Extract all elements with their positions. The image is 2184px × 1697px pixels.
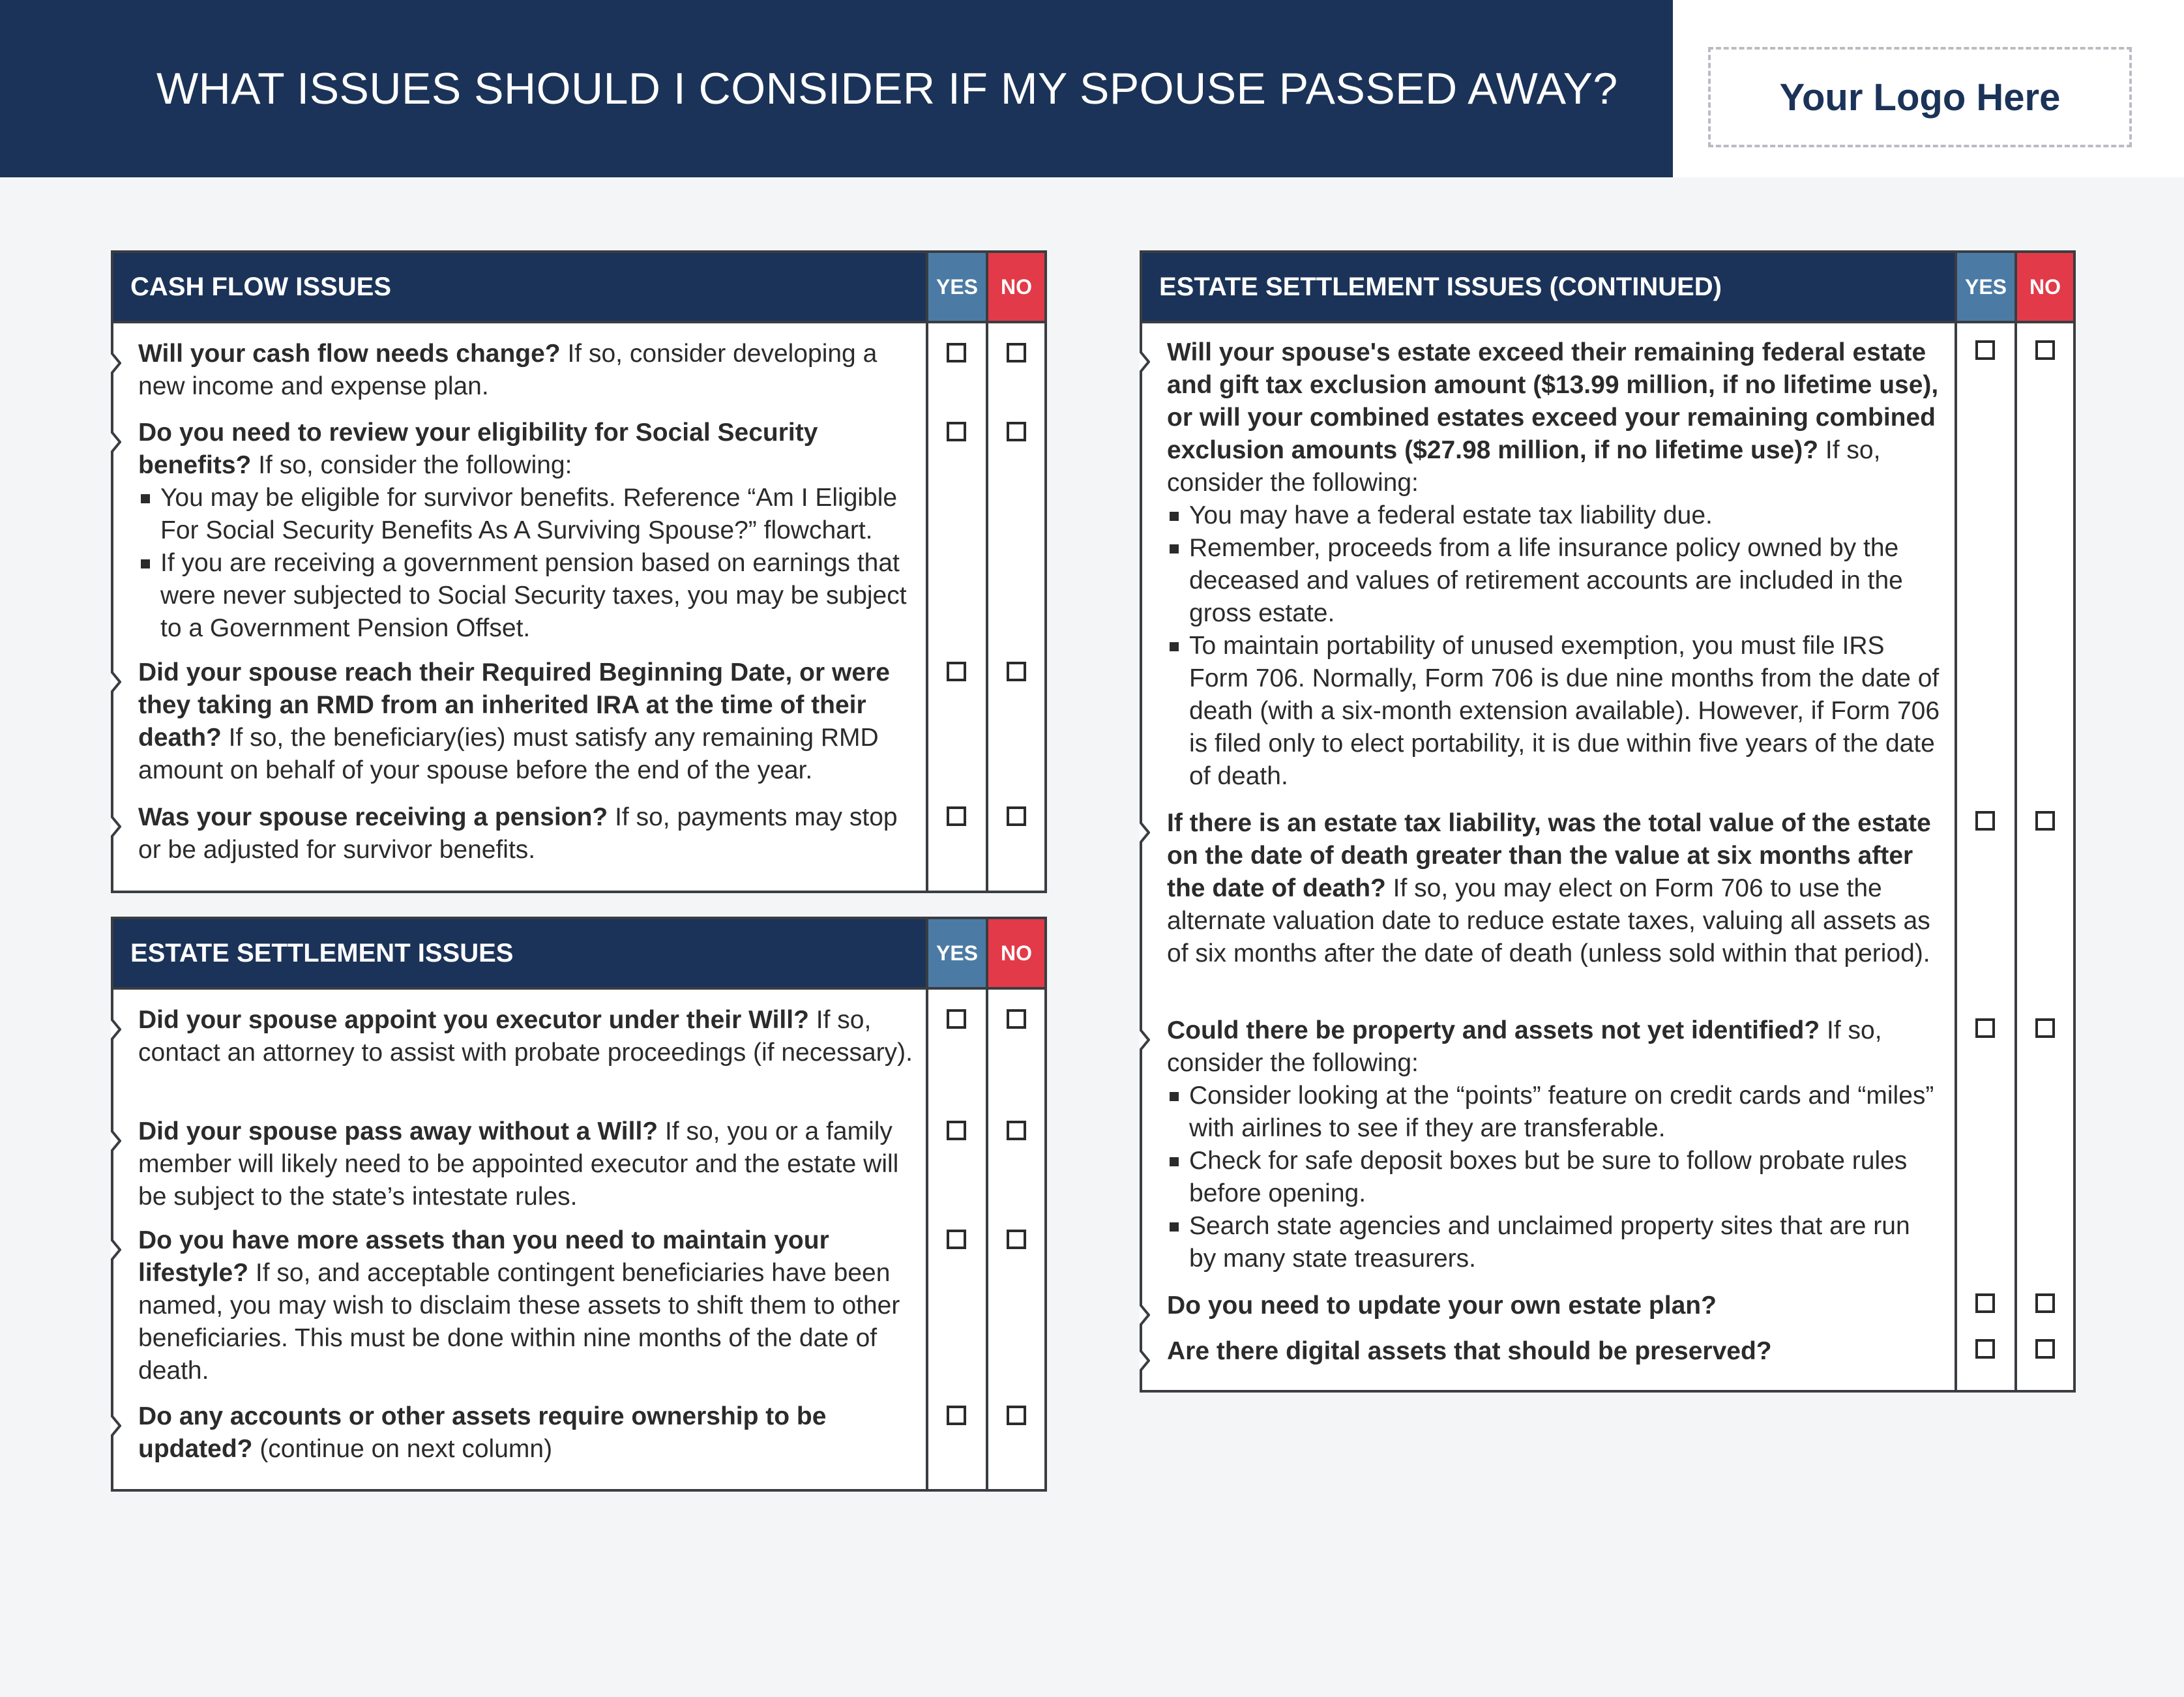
no-checkbox[interactable] (1007, 1406, 1026, 1425)
checklist-item (113, 801, 1044, 866)
panel-body (113, 323, 1044, 893)
yes-checkbox[interactable] (1975, 1339, 1995, 1359)
item-text (138, 1400, 914, 1466)
no-checkbox[interactable] (1007, 662, 1026, 681)
yes-checkbox[interactable] (947, 806, 966, 826)
item-marker-icon (111, 1018, 121, 1040)
item-marker-icon (111, 816, 121, 838)
bullet-list (138, 482, 914, 645)
header-bar (0, 0, 1673, 177)
item-detail: If so, consider developing a new income and expense plan. (138, 340, 878, 400)
yes-checkbox[interactable] (947, 662, 966, 681)
item-marker-icon (111, 431, 121, 453)
checklist-item (113, 1004, 1044, 1069)
bullet-item: You may have a federal estate tax liability due. (1167, 499, 1943, 532)
yes-checkbox[interactable] (947, 1406, 966, 1425)
no-checkbox[interactable] (1007, 1121, 1026, 1140)
no-column-label: NO (986, 919, 1044, 987)
panel-header (113, 253, 1044, 321)
item-question: Could there be property and assets not yet identified? (1167, 1016, 1820, 1044)
panel-title: ESTATE SETTLEMENT ISSUES (CONTINUED) (1159, 273, 1722, 301)
no-checkbox[interactable] (1007, 1230, 1026, 1249)
item-detail: If so, and acceptable contingent beneficiaries have been named, you may wish to disclaim these assets to shift them to other beneficiaries. This must be done within nine months of the date of death. (138, 1259, 900, 1385)
panel-body (113, 990, 1044, 1492)
item-question: If there is an estate tax liability, was the total value of the estate on the date of death greater than the value at six months after the date of death? (1167, 809, 1931, 902)
item-detail: If so, the beneficiary(ies) must satisfy any remaining RMD amount on behalf of your spouse before the end of the year. (138, 724, 879, 784)
yes-checkbox[interactable] (947, 1121, 966, 1140)
item-text (138, 1004, 914, 1069)
item-text (138, 1224, 914, 1387)
item-marker-icon (1140, 351, 1150, 373)
bullet-item: You may be eligible for survivor benefits. Reference “Am I Eligible For Social Security Benefits As A Surviving Spouse?” flowchart. (138, 482, 914, 547)
bullet-item: If you are receiving a government pension based on earnings that were never subjected to Social Security taxes, you may be subject to a Government Pension Offset. (138, 547, 914, 645)
item-question: Was your spouse receiving a pension? (138, 803, 608, 831)
item-detail: If so, consider the following: (1167, 436, 1881, 497)
checklist-item (113, 338, 1044, 403)
yes-checkbox[interactable] (1975, 1293, 1995, 1313)
item-detail: If so, payments may stop or be adjusted for survivor benefits. (138, 803, 898, 864)
checklist-item (1142, 807, 2073, 970)
logo-area (1673, 0, 2184, 177)
page-title: WHAT ISSUES SHOULD I CONSIDER IF MY SPOUSE PASSED AWAY? (156, 64, 1618, 113)
bullet-list (1167, 499, 1943, 793)
no-checkbox[interactable] (2035, 1339, 2055, 1359)
item-text (1167, 1335, 1943, 1368)
bullet-list (1167, 1080, 1943, 1275)
item-question: Did your spouse appoint you executor under their Will? (138, 1006, 809, 1034)
item-text (138, 801, 914, 866)
bullet-item: Search state agencies and unclaimed property sites that are run by many state treasurers. (1167, 1210, 1943, 1275)
checklist-item (113, 1224, 1044, 1387)
checklist-item (1142, 1290, 2073, 1322)
item-marker-icon (111, 352, 121, 374)
item-question: Do any accounts or other assets require ownership to be updated? (138, 1402, 827, 1463)
item-question: Do you need to update your own estate plan? (1167, 1291, 1717, 1320)
item-detail: If so, you may elect on Form 706 to use the alternate valuation date to reduce estate taxes, valuing all assets as of six months after the date of death (unless sold within that period). (1167, 874, 1930, 967)
checklist-item (1142, 1335, 2073, 1368)
yes-column-label: YES (926, 919, 986, 987)
checklist-item (1142, 336, 2073, 793)
no-checkbox[interactable] (2035, 340, 2055, 360)
item-detail: If so, you or a family member will likely need to be appointed executor and the estate will be subject to the state’s intestate rules. (138, 1117, 899, 1211)
panel-header (113, 919, 1044, 987)
cash-flow-panel (111, 250, 1047, 893)
no-checkbox[interactable] (1007, 806, 1026, 826)
item-marker-icon (111, 1239, 121, 1261)
yes-checkbox[interactable] (1975, 811, 1995, 831)
yes-checkbox[interactable] (947, 343, 966, 362)
checklist-item (113, 1115, 1044, 1213)
checklist-item (113, 417, 1044, 645)
logo-placeholder: Your Logo Here (1708, 47, 2132, 147)
panel-title: CASH FLOW ISSUES (130, 273, 392, 301)
item-question: Do you have more assets than you need to maintain your lifestyle? (138, 1226, 829, 1287)
item-text (1167, 1290, 1943, 1322)
item-question: Did your spouse reach their Required Beginning Date, or were they taking an RMD from an inherited IRA at the time of their death? (138, 658, 890, 752)
estate-settlement-continued-panel (1140, 250, 2076, 1393)
no-checkbox[interactable] (1007, 343, 1026, 362)
no-checkbox[interactable] (2035, 1018, 2055, 1038)
checklist-item (113, 657, 1044, 787)
no-column-label: NO (986, 253, 1044, 321)
item-text (1167, 807, 1943, 970)
item-marker-icon (1140, 821, 1150, 844)
item-marker-icon (111, 671, 121, 693)
item-text (1167, 336, 1943, 499)
item-text (138, 338, 914, 403)
bullet-item: Consider looking at the “points” feature on credit cards and “miles” with airlines to see if they are transferable. (1167, 1080, 1943, 1145)
item-text (138, 657, 914, 787)
item-marker-icon (1140, 1029, 1150, 1051)
item-text (138, 1115, 914, 1213)
item-question: Did your spouse pass away without a Will? (138, 1117, 658, 1145)
yes-checkbox[interactable] (947, 1009, 966, 1029)
panel-body (1142, 323, 2073, 1393)
item-question: Will your spouse's estate exceed their remaining federal estate and gift tax exclusion amount ($13.99 million, if no lifetime use), or will your combined estates exceed your remaining combined exclusion amounts ($27.98 million, if no lifetime use)? (1167, 338, 1939, 464)
item-marker-icon (1140, 1350, 1150, 1372)
item-question: Do you need to review your eligibility for Social Security benefits? (138, 419, 818, 479)
panel-title: ESTATE SETTLEMENT ISSUES (130, 939, 514, 967)
no-checkbox[interactable] (1007, 422, 1026, 441)
no-checkbox[interactable] (2035, 811, 2055, 831)
no-checkbox[interactable] (2035, 1293, 2055, 1313)
item-question: Are there digital assets that should be preserved? (1167, 1337, 1772, 1365)
yes-checkbox[interactable] (1975, 1018, 1995, 1038)
yes-checkbox[interactable] (1975, 340, 1995, 360)
estate-settlement-panel (111, 917, 1047, 1492)
yes-column-label: YES (1955, 253, 2014, 321)
checklist-item (1142, 1014, 2073, 1275)
no-checkbox[interactable] (1007, 1009, 1026, 1029)
yes-column-label: YES (926, 253, 986, 321)
item-detail: If so, contact an attorney to assist with probate proceedings (if necessary). (138, 1006, 913, 1067)
yes-checkbox[interactable] (947, 1230, 966, 1249)
bullet-item: Check for safe deposit boxes but be sure to follow probate rules before opening. (1167, 1145, 1943, 1210)
no-column-label: NO (2014, 253, 2073, 321)
checklist-item (113, 1400, 1044, 1466)
item-marker-icon (111, 1415, 121, 1437)
item-marker-icon (1140, 1304, 1150, 1326)
item-detail: If so, consider the following: (251, 451, 572, 479)
item-marker-icon (111, 1130, 121, 1152)
bullet-item: To maintain portability of unused exemption, you must file IRS Form 706. Normally, Form 706 is due nine months from the date of death (with a six-month extension available). However, if Form 706 is filed only to elect portability, it is due within five years of the date of death. (1167, 630, 1943, 793)
item-question: Will your cash flow needs change? (138, 340, 561, 368)
item-text (138, 417, 914, 482)
item-detail: (continue on next column) (252, 1435, 553, 1463)
bullet-item: Remember, proceeds from a life insurance policy owned by the deceased and values of retirement accounts are included in the gross estate. (1167, 532, 1943, 630)
panel-header (1142, 253, 2073, 321)
item-text (1167, 1014, 1943, 1080)
yes-checkbox[interactable] (947, 422, 966, 441)
item-detail: If so, consider the following: (1167, 1016, 1882, 1077)
